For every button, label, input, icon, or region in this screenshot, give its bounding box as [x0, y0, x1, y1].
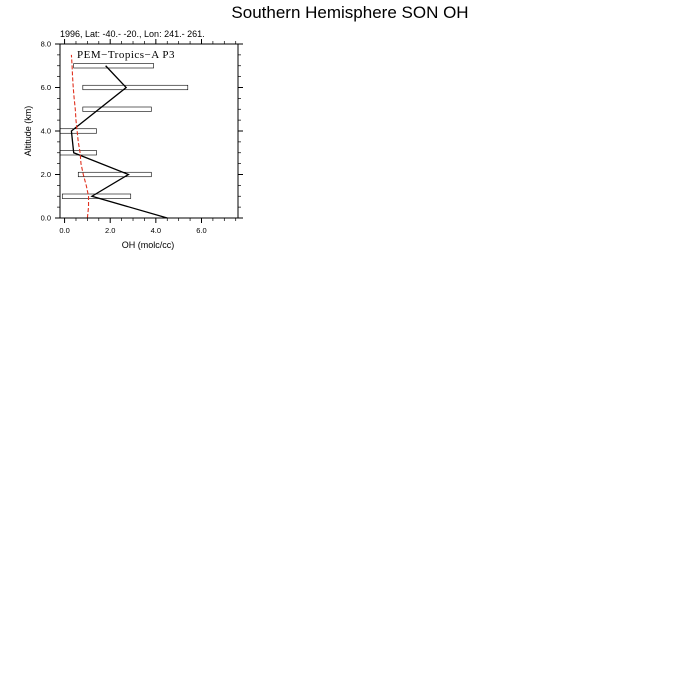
- chart-title: Southern Hemisphere SON OH: [231, 3, 469, 22]
- y-tick-label: 8.0: [40, 39, 51, 49]
- range-bar: [74, 64, 154, 69]
- series-line-model: [71, 55, 88, 218]
- y-tick-label: 0.0: [40, 213, 51, 223]
- chart-annotation: PEM−Tropics−A P3: [77, 49, 175, 61]
- range-bar: [78, 172, 151, 177]
- x-tick-label: 4.0: [150, 226, 162, 235]
- y-axis-label: Altitude (km): [23, 105, 33, 157]
- range-bar: [60, 129, 97, 134]
- x-tick-label: 6.0: [196, 226, 207, 235]
- chart-subtitle: 1996, Lat: -40.- -20., Lon: 241.- 261.: [60, 29, 205, 39]
- y-tick-label: 2.0: [40, 170, 51, 179]
- y-tick-label: 4.0: [40, 126, 51, 136]
- range-bar: [83, 85, 188, 90]
- x-tick-label: 0.0: [59, 226, 70, 235]
- x-tick-label: 2.0: [104, 226, 116, 235]
- x-axis-label: OH (molc/cc): [121, 240, 175, 250]
- range-bar: [83, 107, 151, 112]
- y-tick-label: 6.0: [40, 83, 51, 92]
